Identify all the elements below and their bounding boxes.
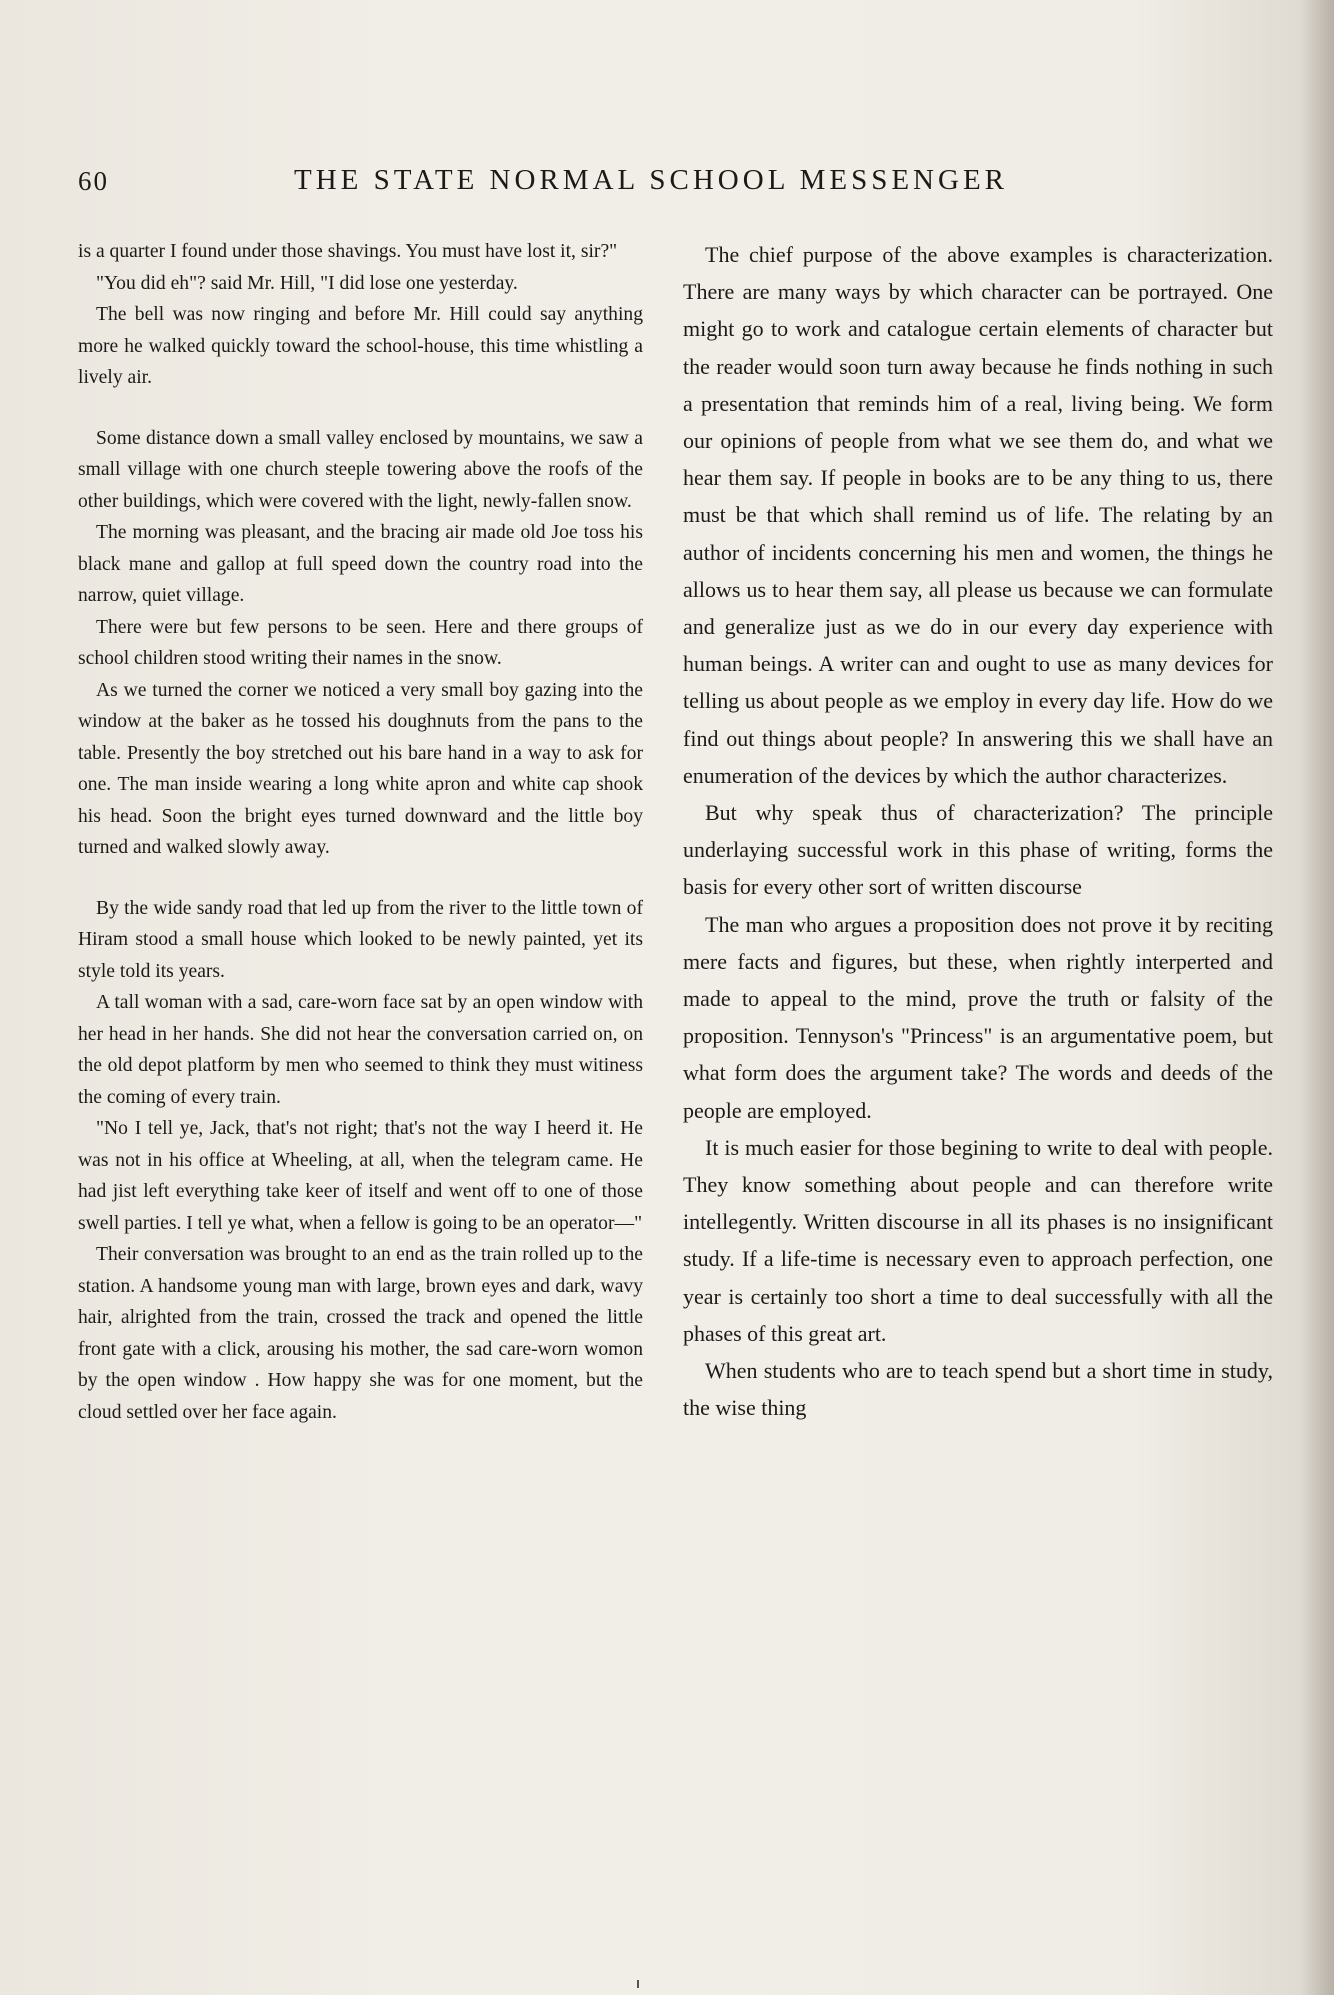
paragraph: "No I tell ye, Jack, that's not right; that's not the way I heerd it. He was not in his office at Wheeling, at all, when the telegram came. He had jist left everything take keer of itself and went off to one of those swell parties. I tell ye what, when a fellow is going to be an operator—" [78,1118,643,1234]
page-header [78,164,1278,204]
paragraph: The chief purpose of the above examples is characterization. There are many ways by which character can be portrayed. One might go to work and catalogue certain elements of character but the reader would soon turn away because he finds nothing in such a presentation that reminds him of a real, living being. We form our opinions of people from what we see them do, and what we hear them say. If people in books are to be any thing to us, there must be that which shall remind us of life. The relating by an author of incidents concerning his men and women, the things he allows us to hear them say, all please us because we can formulate and generalize just as we do in our every day experience with human beings. A writer can and ought to use as many devices for telling us about people as we employ in every day life. How do we find out things about people? In answering this we shall have an enumeration of the devices by which the author characterizes. [683,242,1273,788]
paragraph: The morning was pleasant, and the bracing air made old Joe toss his black mane and gallop at full speed down the country road into the narrow, quiet village. [78,522,643,606]
paragraph: There were but few persons to be seen. Here and there groups of school children stood writing their names in the snow. [78,616,643,669]
paragraph: Their conversation was brought to an end as the train rolled up to the station. A handsome young man with large, brown eyes and dark, wavy hair, alrighted from the train, crossed the track and opened the little front gate with a click, arousing his mother, the sad care-worn womon by the open window . How happy she was for one moment, but the cloud settled over her face again. [78,1244,643,1423]
right-column [683,236,1273,1427]
paragraph: By the wide sandy road that led up from the river to the little town of Hiram stood a small house which looked to be newly painted, yet its style told its years. [78,897,643,982]
paragraph: It is much easier for those begining to write to deal with people. They know something about people and can therefore write intellegently. Written discourse in all its phases is no insignificant study. If a life-time is necessary even to approach perfection, one year is certainly too short a time to deal successfully with all the phases of this great art. [683,1134,1273,1346]
paragraph: A tall woman with a sad, care-worn face sat by an open window with her head in her hands. She did not hear the conversation carried on, on the old depot platform by men who seemed to think they must witiness the coming of every train. [78,992,643,1108]
paragraph: When students who are to teach spend but a short time in study, the wise thing [683,1358,1273,1421]
paragraph: As we turned the corner we noticed a very small boy gazing into the window at the baker as he tossed his doughnuts from the pans to the table. Presently the boy stretched out his bare hand in a way to ask for one. The man inside wearing a long white apron and white cap shook his head. Soon the bright eyes turned downward and the little boy turned and walked slowly away. [78,679,643,858]
paragraph: Some distance down a small valley enclosed by mountains, we saw a small village with one church steeple towering above the roofs of the other buildings, which were covered with the light, newly-fallen snow. [78,427,643,512]
paragraph: The bell was now ringing and before Mr. Hill could say anything more he walked quickly toward the school-house, this time whistling a lively air. [78,304,643,388]
print-mark [637,1980,639,1988]
page-edge-shadow [1300,0,1334,1995]
paragraph: The man who argues a proposition does not prove it by reciting mere facts and figures, but these, when rightly interperted and made to appeal to the mind, prove the truth or falsity of the proposition. Tennyson's "Princess" is an argumentative poem, but what form does the argument take? The words and deeds of the people are employed. [683,911,1273,1123]
paragraph: "You did eh"? said Mr. Hill, "I did lose one yesterday. [96,272,518,294]
paragraph: But why speak thus of characterization? The principle underlaying successful work in this phase of writing, forms the basis for every other sort of written discourse [683,800,1273,900]
page-number: 60 [78,166,109,196]
left-column [78,236,643,1428]
paragraph: is a quarter I found under those shavings. You must have lost it, sir?" [78,241,618,262]
running-title: THE STATE NORMAL SCHOOL MESSENGER [294,164,1008,196]
